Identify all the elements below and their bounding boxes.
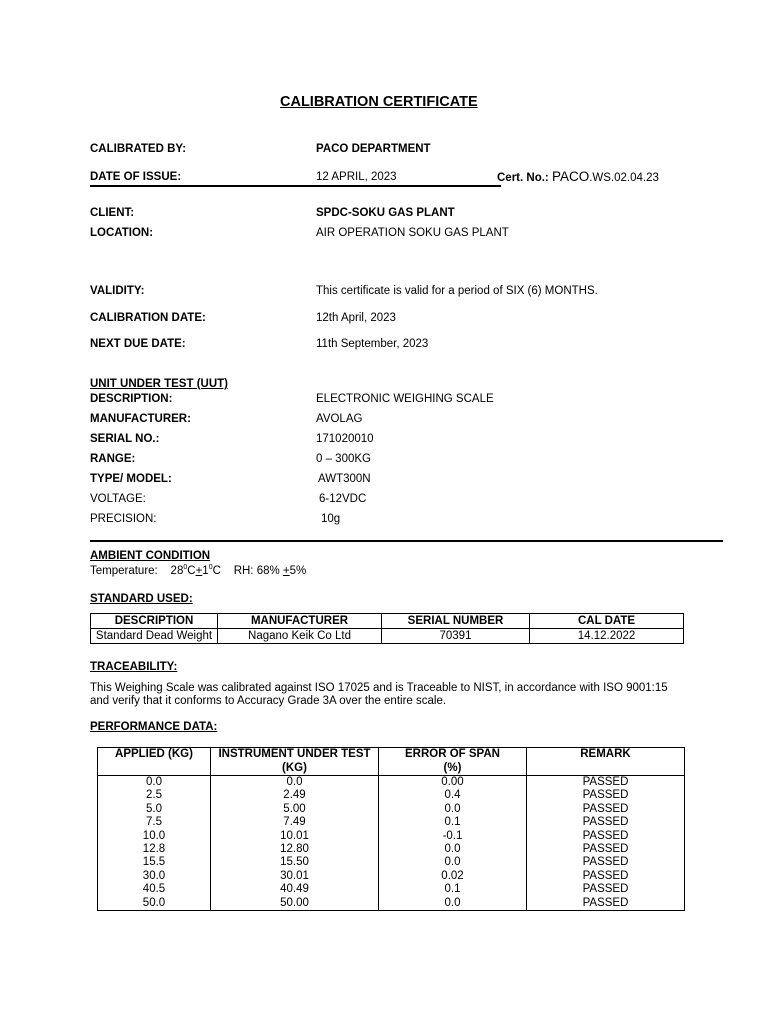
client-value: SPDC-SOKU GAS PLANT [316,207,455,219]
table-cell: 2.5 [98,789,211,802]
table-cell: 0.0 [379,843,527,856]
table-cell: PASSED [527,897,685,911]
table-row [98,803,685,816]
serial-label: SERIAL NO.: [90,433,160,445]
table-row [98,789,685,802]
range-label: RANGE: [90,453,136,465]
voltage-label: VOLTAGE: [90,493,146,505]
table-cell: 5.00 [211,803,379,816]
table-cell: 10.01 [211,830,379,843]
voltage-value: 6-12VDC [319,493,367,505]
table-cell: 0.4 [379,789,527,802]
table-cell: 0.1 [379,883,527,896]
ambient-values: Temperature: $28^0C+1^0C$ RH: 68% +5% [90,564,307,577]
table-cell: 0.1 [379,816,527,829]
calibration-date-value: 12th April, 2023 [316,312,396,324]
table-cell: PASSED [527,776,685,790]
performance-heading: PERFORMANCE DATA: [90,721,218,733]
cert-number-label: Cert. No.: [497,172,549,184]
table-cell: 10.0 [98,830,211,843]
temperature-label: Temperature: [90,564,158,577]
serial-value: 171020010 [316,433,374,445]
range-value: 0 – 300KG [316,453,371,465]
precision-label: PRECISION: [90,513,157,525]
traceability-text-line1: This Weighing Scale was calibrated against ISO 17025 and is Traceable to NIST, in accordance with ISO 9001:15 [90,682,668,694]
table-cell: 70391 [382,629,530,644]
table-cell: 12.80 [211,843,379,856]
next-due-date-value: 11th September, 2023 [316,338,429,350]
humidity-tolerance: 5% [289,564,307,577]
standard-table [90,613,684,644]
temperature-value: 28 [170,564,184,577]
table-cell: 0.0 [98,776,211,790]
uut-heading: UNIT UNDER TEST (UUT) [90,378,228,390]
table-row [98,870,685,883]
divider [90,185,501,187]
table-cell: 0.0 [379,897,527,911]
table-cell: 7.49 [211,816,379,829]
cert-number [497,169,659,184]
date-of-issue-value: 12 APRIL, 2023 [316,171,397,183]
column-header: CAL DATE [530,614,684,629]
calibration-date-label: CALIBRATION DATE: [90,312,206,324]
description-label: DESCRIPTION: [90,393,173,405]
table-cell: Standard Dead Weight [91,629,218,644]
table-cell: -0.1 [379,830,527,843]
temperature-tolerance: 1 [202,564,209,577]
table-cell: 0.02 [379,870,527,883]
next-due-date-label: NEXT DUE DATE: [90,338,186,350]
traceability-text-line2: and verify that it conforms to Accuracy Grade 3A over the entire scale. [90,695,447,707]
location-value: AIR OPERATION SOKU GAS PLANT [316,227,509,239]
table-cell: 7.5 [98,816,211,829]
table-cell: 0.0 [211,776,379,790]
cert-number-prefix: PACO [551,169,590,184]
table-header-row [91,614,684,629]
table-row [91,629,684,644]
table-cell: PASSED [527,883,685,896]
table-cell: 40.49 [211,883,379,896]
column-header: DESCRIPTION [91,614,218,629]
table-cell: 12.8 [98,843,211,856]
precision-value: 10g [321,513,341,525]
divider [90,540,723,542]
table-row [98,897,685,911]
performance-table [97,747,685,911]
calibrated-by-label: CALIBRATED BY: [90,143,187,155]
traceability-heading: TRACEABILITY: [90,661,178,673]
table-cell: PASSED [527,843,685,856]
table-cell: PASSED [527,803,685,816]
calibrated-by-value: PACO DEPARTMENT [316,143,431,155]
validity-label: VALIDITY: [90,285,145,297]
table-cell: 0.0 [379,856,527,869]
column-header: MANUFACTURER [218,614,382,629]
table-cell: PASSED [527,830,685,843]
table-cell: 50.0 [98,897,211,911]
location-label: LOCATION: [90,227,154,239]
table-cell: 2.49 [211,789,379,802]
table-cell: PASSED [527,816,685,829]
table-cell: 30.01 [211,870,379,883]
table-cell: 0.00 [379,776,527,790]
table-row [98,856,685,869]
ambient-heading: AMBIENT CONDITION [90,550,211,562]
performance-table-body [98,776,685,911]
table-row [98,776,685,790]
table-cell: PASSED [527,870,685,883]
column-header-instrument: INSTRUMENT UNDER TEST (KG) [211,748,379,776]
cert-number-suffix: .WS.02.04.23 [589,172,659,184]
column-header-error: ERROR OF SPAN (%) [379,748,527,776]
humidity-label: RH: 68% [233,564,280,577]
column-header-remark: REMARK [527,748,685,776]
page-title: CALIBRATION CERTIFICATE [280,94,478,110]
table-cell: 14.12.2022 [530,629,684,644]
manufacturer-label: MANUFACTURER: [90,413,191,425]
table-cell: 40.5 [98,883,211,896]
table-row [98,816,685,829]
table-cell: Nagano Keik Co Ltd [218,629,382,644]
column-header-applied: APPLIED (KG) [98,748,211,776]
table-cell: 5.0 [98,803,211,816]
table-row [98,830,685,843]
table-cell: PASSED [527,789,685,802]
table-header-row [98,748,685,776]
table-cell: 30.0 [98,870,211,883]
table-cell: 15.50 [211,856,379,869]
table-cell: 15.5 [98,856,211,869]
manufacturer-value: AVOLAG [316,413,363,425]
client-label: CLIENT: [90,207,135,219]
table-row [98,843,685,856]
description-value: ELECTRONIC WEIGHING SCALE [316,393,494,405]
model-value: AWT300N [318,473,371,485]
model-label: TYPE/ MODEL: [90,473,172,485]
column-header: SERIAL NUMBER [382,614,530,629]
table-row [98,883,685,896]
table-cell: 0.0 [379,803,527,816]
table-cell: 50.00 [211,897,379,911]
table-cell: PASSED [527,856,685,869]
validity-value: This certificate is valid for a period of SIX (6) MONTHS. [316,285,598,297]
date-of-issue-label: DATE OF ISSUE: [90,171,182,183]
standard-used-heading: STANDARD USED: [90,593,193,605]
